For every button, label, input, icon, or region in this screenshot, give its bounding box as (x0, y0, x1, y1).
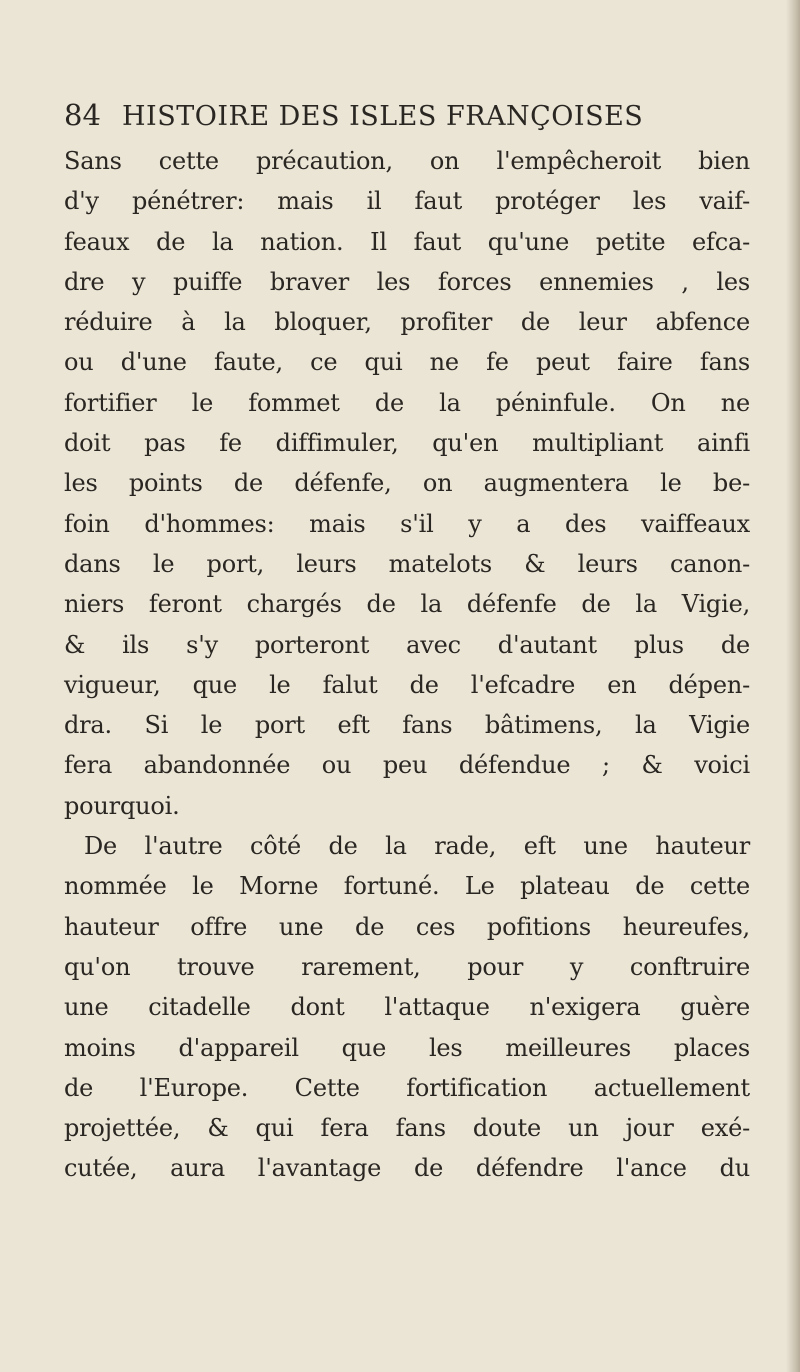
text-line: une citadelle dont l'attaque n'exigera guère (64, 993, 750, 1022)
page-edge-shadow (786, 0, 800, 1372)
text-line: dra. Si le port eft fans bâtimens, la Vigie (64, 711, 750, 740)
text-line: réduire à la bloquer, profiter de leur abfence (64, 308, 750, 337)
text-line: feaux de la nation. Il faut qu'une petite efca- (64, 227, 750, 256)
text-line: dans le port, leurs matelots & leurs canon- (64, 549, 750, 578)
running-header (64, 98, 746, 132)
text-line: ou d'une faute, ce qui ne fe peut faire fans (64, 348, 750, 377)
text-line: pourquoi. (64, 791, 180, 820)
text-line: d'y pénétrer: mais il faut protéger les vaif- (64, 187, 750, 216)
text-line: vigueur, que le falut de l'efcadre en dépen- (64, 670, 750, 699)
text-line: nommée le Morne fortuné. Le plateau de cette (64, 872, 750, 901)
page-number: 84 (64, 98, 101, 132)
text-line: De l'autre côté de la rade, eft une hauteur (84, 832, 750, 861)
running-title: HISTOIRE DES ISLES FRANÇOISES (122, 101, 644, 132)
text-line: les points de défenfe, on augmentera le be- (64, 469, 750, 498)
text-line: moins d'appareil que les meilleures places (64, 1033, 750, 1062)
text-line: niers feront chargés de la défenfe de la Vigie, (64, 590, 750, 619)
text-line: fera abandonnée ou peu défendue ; & voici (64, 751, 750, 780)
text-line: & ils s'y porteront avec d'autant plus de (64, 630, 750, 659)
text-line: Sans cette précaution, on l'empêcheroit bien (64, 147, 750, 175)
text-line: foin d'hommes: mais s'il y a des vaiffeaux (64, 509, 750, 538)
body-text (64, 141, 750, 1189)
text-line: cutée, aura l'avantage de défendre l'ance du (64, 1154, 750, 1183)
text-line: hauteur offre une de ces pofitions heureufes, (64, 912, 750, 941)
text-line: qu'on trouve rarement, pour y conftruire (64, 952, 750, 981)
text-line: dre y puiffe braver les forces ennemies , les (64, 267, 750, 296)
text-line: projettée, & qui fera fans doute un jour exé- (64, 1114, 750, 1143)
text-line: fortifier le fommet de la péninfule. On ne (64, 388, 750, 417)
text-line: de l'Europe. Cette fortification actuellement (64, 1073, 750, 1102)
text-line: doit pas fe diffimuler, qu'en multipliant ainfi (64, 429, 750, 458)
